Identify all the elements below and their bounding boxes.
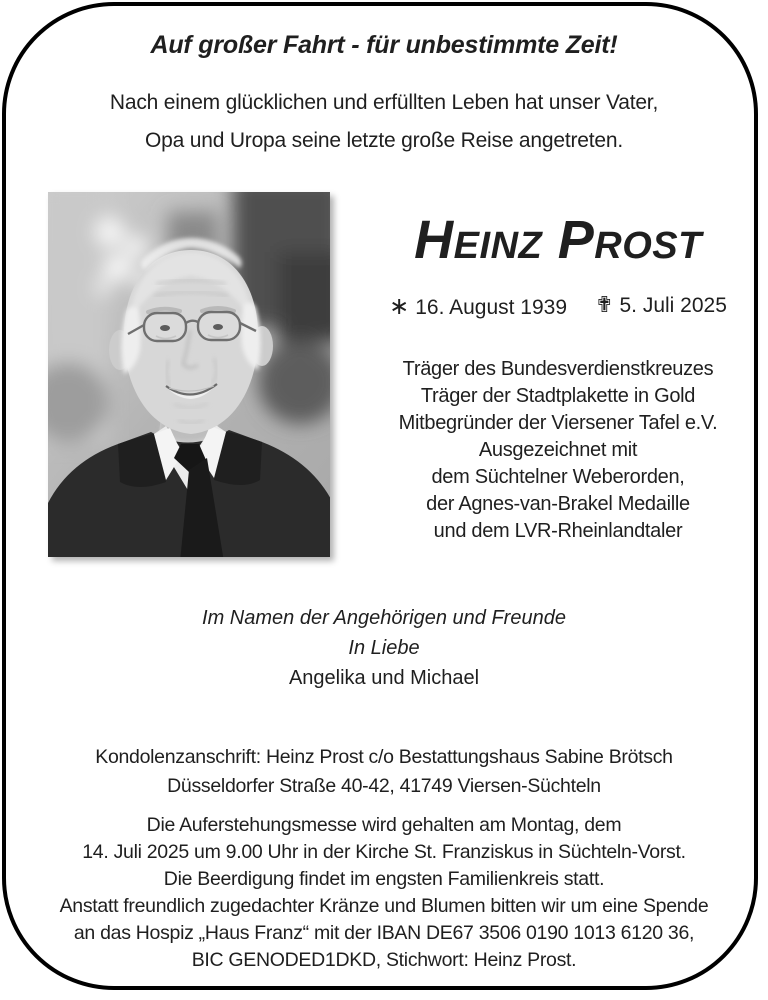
death-date-group bbox=[595, 290, 727, 324]
family-line-2: In Liebe bbox=[348, 637, 420, 659]
death-date: 5. Juli 2025 bbox=[619, 294, 727, 317]
service-line: Die Auferstehungsmesse wird gehalten am Montag, dem bbox=[146, 814, 622, 836]
intro-line-2: Opa und Uropa seine letzte große Reise angetreten. bbox=[145, 129, 623, 152]
condolence-line-1: Kondolenzanschrift: Heinz Prost c/o Bestattungshaus Sabine Brötsch bbox=[95, 746, 673, 768]
condolence-address bbox=[0, 743, 768, 801]
service-details bbox=[0, 812, 768, 974]
honor-item: Mitbegründer der Viersener Tafel e.V. bbox=[398, 412, 718, 434]
birth-star-icon: ∗ bbox=[389, 292, 410, 320]
birth-date-group bbox=[389, 290, 567, 324]
motto-headline: Auf großer Fahrt - für unbestimmte Zeit! bbox=[150, 31, 618, 59]
birth-date: 16. August 1939 bbox=[415, 296, 568, 319]
service-line: 14. Juli 2025 um 9.00 Uhr in der Kirche St. Franziskus in Süchteln-Vorst. bbox=[82, 841, 686, 863]
honor-item: der Agnes-van-Brakel Medaille bbox=[426, 493, 690, 515]
death-cross-icon: ✟ bbox=[595, 293, 614, 318]
honor-item: Träger der Stadtplakette in Gold bbox=[420, 385, 696, 407]
family-names: Angelika und Michael bbox=[288, 667, 480, 689]
portrait-photo bbox=[48, 192, 330, 557]
honor-item: Träger des Bundesverdienstkreuzes bbox=[402, 358, 714, 380]
service-line: BIC GENODED1DKD, Stichwort: Heinz Prost. bbox=[191, 949, 577, 971]
intro-line-1: Nach einem glücklichen und erfüllten Leben hat unser Vater, bbox=[109, 91, 659, 114]
service-line: Die Beerdigung findet im engsten Familienkreis statt. bbox=[163, 868, 605, 890]
life-dates bbox=[348, 290, 768, 324]
deceased-name: Heinz Prost bbox=[414, 210, 702, 270]
service-line: Anstatt freundlich zugedachter Kränze und Blumen bitten wir um eine Spende bbox=[59, 895, 709, 917]
family-signature bbox=[0, 603, 768, 693]
family-line-1: Im Namen der Angehörigen und Freunde bbox=[202, 607, 566, 629]
honor-item: und dem LVR-Rheinlandtaler bbox=[433, 520, 683, 542]
honor-item: Ausgezeichnet mit bbox=[478, 439, 638, 461]
honor-item: dem Süchtelner Weberorden, bbox=[431, 466, 685, 488]
intro-text bbox=[0, 84, 768, 160]
condolence-line-2: Düsseldorfer Straße 40-42, 41749 Viersen-Süchteln bbox=[167, 775, 601, 797]
honors-list bbox=[348, 356, 768, 545]
service-line: an das Hospiz „Haus Franz“ mit der IBAN DE67 3506 0190 1013 6120 36, bbox=[73, 922, 695, 944]
portrait-photo-illustration bbox=[48, 192, 330, 557]
